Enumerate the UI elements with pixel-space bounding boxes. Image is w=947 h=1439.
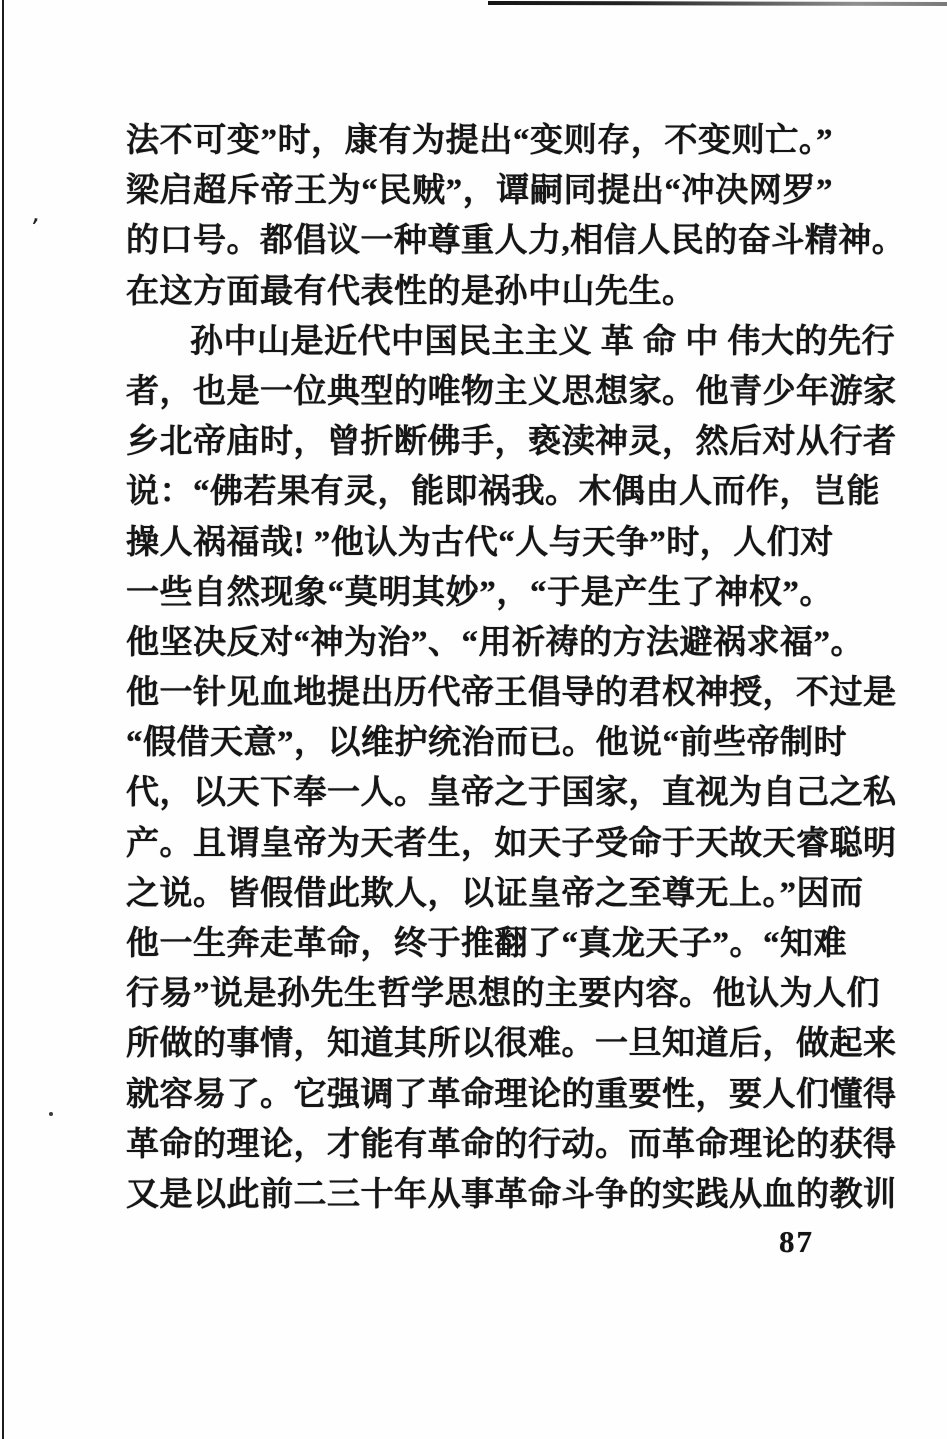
text-line: 就容易了。它强调了革命理论的重要性，要人们懂得 (126, 1076, 897, 1113)
text-line: 代，以天下奉一人。皇帝之于国家，直视为自己之私 (126, 775, 897, 812)
scan-edge-top-line (488, 1, 947, 6)
text-line-paragraph-start: 孙中山是近代中国民主主义 革 命 中 伟大的先行 (190, 323, 895, 360)
text-line: 他一生奔走革命，终于推翻了“真龙天子”。“知难 (126, 926, 847, 962)
text-line: 说：“佛若果有灵，能即祸我。木偶由人而作，岂能 (126, 474, 880, 511)
text-line: 者，也是一位典型的唯物主义思想家。他青少年游家 (126, 373, 897, 410)
text-line: 之说。皆假借此欺人，以证皇帝之至尊无上。”因而 (126, 875, 864, 912)
text-line: 乡北帝庙时，曾折断佛手，亵渎神灵，然后对从行者 (126, 424, 897, 461)
text-line: 操人祸福哉! ”他认为古代“人与天争”时，人们对 (126, 524, 834, 561)
text-line: 的口号。都倡议一种尊重人力,相信人民的奋斗精神。 (126, 223, 906, 260)
text-line: 他坚决反对“神为治”、“用祈祷的方法避祸求福”。 (126, 624, 864, 661)
text-line: 又是以此前二三十年从事革命斗争的实践从血的教训 (126, 1176, 897, 1213)
text-line: 行易”说是孙先生哲学思想的主要内容。他认为人们 (126, 976, 880, 1013)
text-line: 法不可变”时，康有为提出“变则存，不变则亡。” (126, 123, 833, 159)
margin-ink-tick: ’ (27, 213, 41, 245)
text-line: 产。且谓皇帝为天者生，如天子受命于天故天睿聪明 (126, 825, 897, 862)
body-text-block (126, 116, 906, 1220)
text-line: 所做的事情，知道其所以很难。一旦知道后，做起来 (126, 1026, 897, 1063)
page-number: 87 (779, 1224, 814, 1259)
text-line: 一些自然现象“莫明其妙”，“于是产生了神权”。 (126, 574, 833, 611)
text-line: 革命的理论，才能有革命的行动。而革命理论的获得 (126, 1126, 897, 1163)
text-line: “假借天意”，以维护统治而已。他说“前些帝制时 (126, 725, 847, 762)
text-line: 梁启超斥帝王为“民贼”，谭嗣同提出“冲决网罗” (126, 173, 833, 210)
text-line-paragraph-end: 在这方面最有代表性的是孙中山先生。 (126, 273, 696, 310)
scan-edge-left-line (2, 0, 4, 1439)
text-line: 他一针见血地提出历代帝王倡导的君权神授，不过是 (126, 675, 897, 712)
margin-ink-dot (49, 1112, 53, 1116)
